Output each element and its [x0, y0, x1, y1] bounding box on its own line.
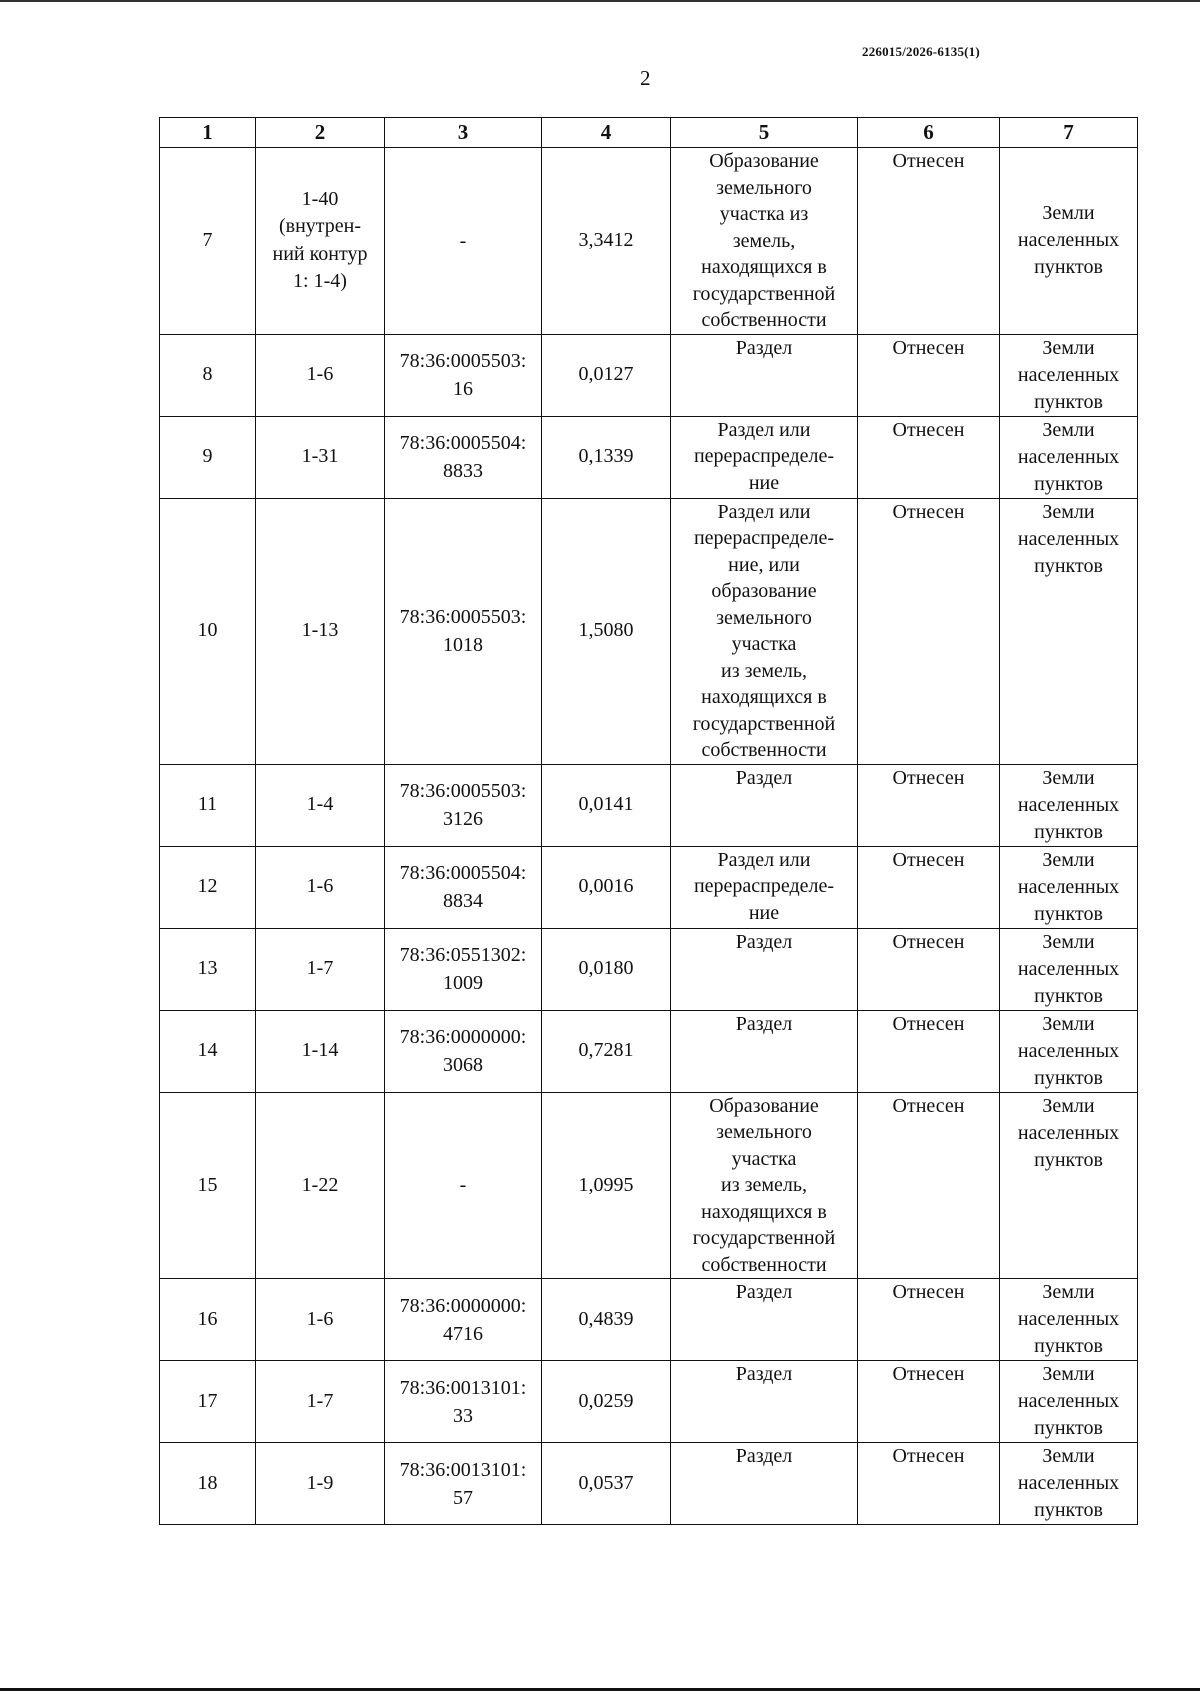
row-number-cell	[160, 1279, 256, 1361]
area-text: 0,0180	[578, 957, 634, 980]
status-cell	[858, 334, 1000, 416]
status-text: Отнесен	[892, 1094, 965, 1117]
status-cell	[858, 1092, 1000, 1279]
status-cell	[858, 846, 1000, 928]
table-row	[160, 1010, 1138, 1092]
contour-points-text: 1-14	[301, 1039, 339, 1062]
formation-method-text: Раздел или перераспределе- ние	[693, 418, 835, 494]
formation-method-text: Раздел	[735, 336, 793, 359]
cadastral-number-text: 78:36:0005503: 3126	[399, 780, 527, 830]
area-text: 0,4839	[578, 1307, 634, 1330]
contour-points-text: 1-13	[301, 619, 339, 642]
formation-method-text: Раздел	[735, 1363, 793, 1385]
column-header-4: 4	[542, 118, 671, 148]
formation-method-text: Образование земельного участка из земель, находящихся в государственной собственности	[692, 150, 836, 331]
formation-method-text: Раздел или перераспределе- ние	[693, 848, 835, 924]
area-cell	[542, 1443, 671, 1525]
area-text: 0,0141	[578, 793, 634, 816]
formation-method-text: Раздел или перераспределе- ние, или образование земельного участка из земель, находящихся в государственной собственности	[692, 500, 836, 761]
status-text: Отнесен	[892, 1281, 965, 1303]
area-text: 0,0259	[578, 1389, 634, 1412]
land-category-cell	[1000, 764, 1138, 846]
land-category-cell	[1000, 498, 1138, 764]
area-cell	[542, 498, 671, 764]
cadastral-number-text: -	[459, 1174, 467, 1197]
contour-points-cell	[256, 1010, 385, 1092]
land-category-text: Земли населенных пунктов	[1017, 1281, 1120, 1357]
status-text: Отнесен	[892, 418, 965, 441]
cadastral-number-cell	[385, 148, 542, 335]
land-category-text: Земли населенных пунктов	[1017, 930, 1120, 1007]
table-row	[160, 764, 1138, 846]
bottom-border-line	[0, 1688, 1200, 1691]
area-cell	[542, 1279, 671, 1361]
land-category-cell	[1000, 334, 1138, 416]
land-plots-table	[159, 117, 1138, 1525]
row-number-cell	[160, 846, 256, 928]
land-category-text: Земли населенных пунктов	[1017, 336, 1120, 413]
area-text: 3,3412	[578, 229, 634, 251]
contour-points-text: 1-6	[306, 875, 334, 898]
area-text: 1,5080	[578, 619, 634, 642]
row-number-cell	[160, 498, 256, 764]
cadastral-number-text: 78:36:0005503: 1018	[399, 606, 527, 656]
formation-method-cell	[671, 1010, 858, 1092]
contour-points-cell	[256, 764, 385, 846]
row-number-cell	[160, 416, 256, 498]
formation-method-text: Раздел	[735, 766, 793, 789]
cadastral-number-cell	[385, 1361, 542, 1443]
page-number: 2	[640, 66, 651, 90]
row-number-text: 17	[197, 1389, 218, 1412]
row-number-cell	[160, 1010, 256, 1092]
land-category-cell	[1000, 1279, 1138, 1361]
formation-method-cell	[671, 148, 858, 335]
area-cell	[542, 928, 671, 1010]
row-number-cell	[160, 334, 256, 416]
cadastral-number-text: 78:36:0005504: 8833	[399, 432, 527, 482]
column-header-3: 3	[385, 118, 542, 148]
land-category-text: Земли населенных пунктов	[1017, 1094, 1120, 1171]
document-id: 226015/2026-6135(1)	[862, 44, 980, 59]
cadastral-number-cell	[385, 1010, 542, 1092]
status-text: Отнесен	[892, 766, 965, 789]
contour-points-cell	[256, 148, 385, 335]
contour-points-cell	[256, 334, 385, 416]
contour-points-text: 1-6	[306, 1307, 334, 1330]
table-row	[160, 1361, 1138, 1443]
row-number-cell	[160, 764, 256, 846]
cadastral-number-text: 78:36:0005503: 16	[399, 350, 527, 400]
status-cell	[858, 1279, 1000, 1361]
row-number-text: 8	[202, 363, 213, 386]
formation-method-cell	[671, 416, 858, 498]
column-header-7: 7	[1000, 118, 1138, 148]
table-row	[160, 846, 1138, 928]
formation-method-cell	[671, 1279, 858, 1361]
status-text: Отнесен	[892, 1012, 965, 1035]
formation-method-cell	[671, 846, 858, 928]
area-cell	[542, 148, 671, 335]
status-text: Отнесен	[892, 930, 965, 953]
formation-method-cell	[671, 1361, 858, 1443]
column-header-1: 1	[160, 118, 256, 148]
cadastral-number-cell	[385, 1443, 542, 1525]
contour-points-text: 1-6	[306, 363, 334, 386]
cadastral-number-text: 78:36:0013101: 33	[399, 1376, 527, 1427]
contour-points-text: 1-7	[306, 1389, 334, 1412]
status-cell	[858, 148, 1000, 335]
formation-method-text: Раздел	[735, 1012, 793, 1035]
table-row	[160, 498, 1138, 764]
status-cell	[858, 498, 1000, 764]
top-border-line	[0, 0, 1200, 2]
status-text: Отнесен	[892, 1363, 965, 1385]
cadastral-number-cell	[385, 846, 542, 928]
row-number-text: 11	[197, 793, 218, 816]
cadastral-number-text: 78:36:0000000: 4716	[399, 1294, 527, 1345]
land-category-cell	[1000, 1361, 1138, 1443]
area-cell	[542, 1010, 671, 1092]
land-category-text: Земли населенных пунктов	[1017, 1363, 1120, 1439]
status-cell	[858, 928, 1000, 1010]
table-row	[160, 928, 1138, 1010]
area-text: 1,0995	[578, 1173, 634, 1196]
table-header-row	[160, 118, 1138, 148]
land-category-cell	[1000, 1010, 1138, 1092]
area-text: 0,1339	[578, 445, 634, 468]
land-category-cell	[1000, 1092, 1138, 1279]
status-text: Отнесен	[892, 1445, 965, 1467]
contour-points-cell	[256, 1092, 385, 1279]
column-header-2: 2	[256, 118, 385, 148]
area-cell	[542, 1361, 671, 1443]
cadastral-number-cell	[385, 928, 542, 1010]
land-category-text: Земли населенных пунктов	[1017, 848, 1120, 925]
land-category-text: Земли населенных пунктов	[1017, 1445, 1120, 1521]
cadastral-number-text: 78:36:0005504: 8834	[399, 862, 527, 912]
contour-points-cell	[256, 1361, 385, 1443]
contour-points-cell	[256, 1443, 385, 1525]
row-number-text: 15	[197, 1173, 218, 1196]
cadastral-number-text: 78:36:0013101: 57	[399, 1458, 527, 1509]
land-category-cell	[1000, 928, 1138, 1010]
area-text: 0,7281	[578, 1039, 634, 1062]
formation-method-cell	[671, 1092, 858, 1279]
table-row	[160, 1092, 1138, 1279]
contour-points-text: 1-7	[306, 957, 334, 980]
cadastral-number-cell	[385, 764, 542, 846]
land-category-text: Земли населенных пунктов	[1017, 1012, 1120, 1089]
contour-points-text: 1-31	[301, 445, 339, 468]
table-row	[160, 148, 1138, 335]
land-category-text: Земли населенных пунктов	[1017, 418, 1120, 495]
table-row	[160, 334, 1138, 416]
status-cell	[858, 1361, 1000, 1443]
area-cell	[542, 1092, 671, 1279]
status-text: Отнесен	[892, 150, 965, 172]
status-cell	[858, 1443, 1000, 1525]
cadastral-number-cell	[385, 1279, 542, 1361]
table-row	[160, 1443, 1138, 1525]
area-cell	[542, 416, 671, 498]
area-cell	[542, 334, 671, 416]
row-number-text: 10	[197, 619, 218, 642]
area-cell	[542, 846, 671, 928]
formation-method-text: Раздел	[735, 930, 793, 953]
contour-points-text: 1-9	[306, 1471, 334, 1494]
contour-points-text: 1-22	[301, 1173, 339, 1196]
row-number-text: 14	[197, 1039, 218, 1062]
status-text: Отнесен	[892, 848, 965, 871]
contour-points-cell	[256, 928, 385, 1010]
status-text: Отнесен	[892, 336, 965, 359]
area-text: 0,0537	[578, 1471, 634, 1494]
land-category-text: Земли населенных пунктов	[1017, 766, 1120, 843]
row-number-cell	[160, 928, 256, 1010]
status-cell	[858, 764, 1000, 846]
row-number-text: 13	[197, 957, 218, 980]
row-number-cell	[160, 148, 256, 335]
contour-points-text: 1-40 (внутрен- ний контур 1: 1-4)	[272, 187, 368, 293]
formation-method-text: Раздел	[735, 1445, 793, 1467]
contour-points-cell	[256, 1279, 385, 1361]
table-body	[160, 148, 1138, 1525]
cadastral-number-cell	[385, 416, 542, 498]
formation-method-cell	[671, 1443, 858, 1525]
row-number-text: 12	[197, 875, 218, 898]
column-header-5: 5	[671, 118, 858, 148]
contour-points-cell	[256, 846, 385, 928]
formation-method-text: Раздел	[735, 1281, 793, 1303]
land-category-cell	[1000, 148, 1138, 335]
table-row	[160, 416, 1138, 498]
area-text: 0,0016	[578, 875, 634, 898]
area-cell	[542, 764, 671, 846]
formation-method-cell	[671, 928, 858, 1010]
row-number-text: 7	[202, 229, 213, 251]
status-cell	[858, 416, 1000, 498]
formation-method-text: Образование земельного участка из земель, находящихся в государственной собственности	[692, 1094, 836, 1276]
status-text: Отнесен	[892, 500, 965, 523]
status-cell	[858, 1010, 1000, 1092]
column-header-6: 6	[858, 118, 1000, 148]
row-number-text: 18	[197, 1471, 218, 1494]
land-category-cell	[1000, 846, 1138, 928]
table-row	[160, 1279, 1138, 1361]
cadastral-number-text: -	[459, 229, 467, 252]
cadastral-number-text: 78:36:0551302: 1009	[399, 944, 527, 994]
row-number-text: 9	[202, 445, 213, 468]
cadastral-number-cell	[385, 498, 542, 764]
land-category-text: Земли населенных пунктов	[1017, 500, 1120, 577]
cadastral-number-cell	[385, 334, 542, 416]
row-number-cell	[160, 1092, 256, 1279]
row-number-cell	[160, 1361, 256, 1443]
contour-points-cell	[256, 498, 385, 764]
formation-method-cell	[671, 498, 858, 764]
contour-points-cell	[256, 416, 385, 498]
row-number-text: 16	[197, 1307, 218, 1330]
land-category-text: Земли населенных пунктов	[1017, 202, 1120, 279]
formation-method-cell	[671, 334, 858, 416]
row-number-cell	[160, 1443, 256, 1525]
contour-points-text: 1-4	[306, 793, 334, 816]
cadastral-number-text: 78:36:0000000: 3068	[399, 1026, 527, 1076]
cadastral-number-cell	[385, 1092, 542, 1279]
land-category-cell	[1000, 1443, 1138, 1525]
area-text: 0,0127	[578, 363, 634, 386]
formation-method-cell	[671, 764, 858, 846]
land-category-cell	[1000, 416, 1138, 498]
